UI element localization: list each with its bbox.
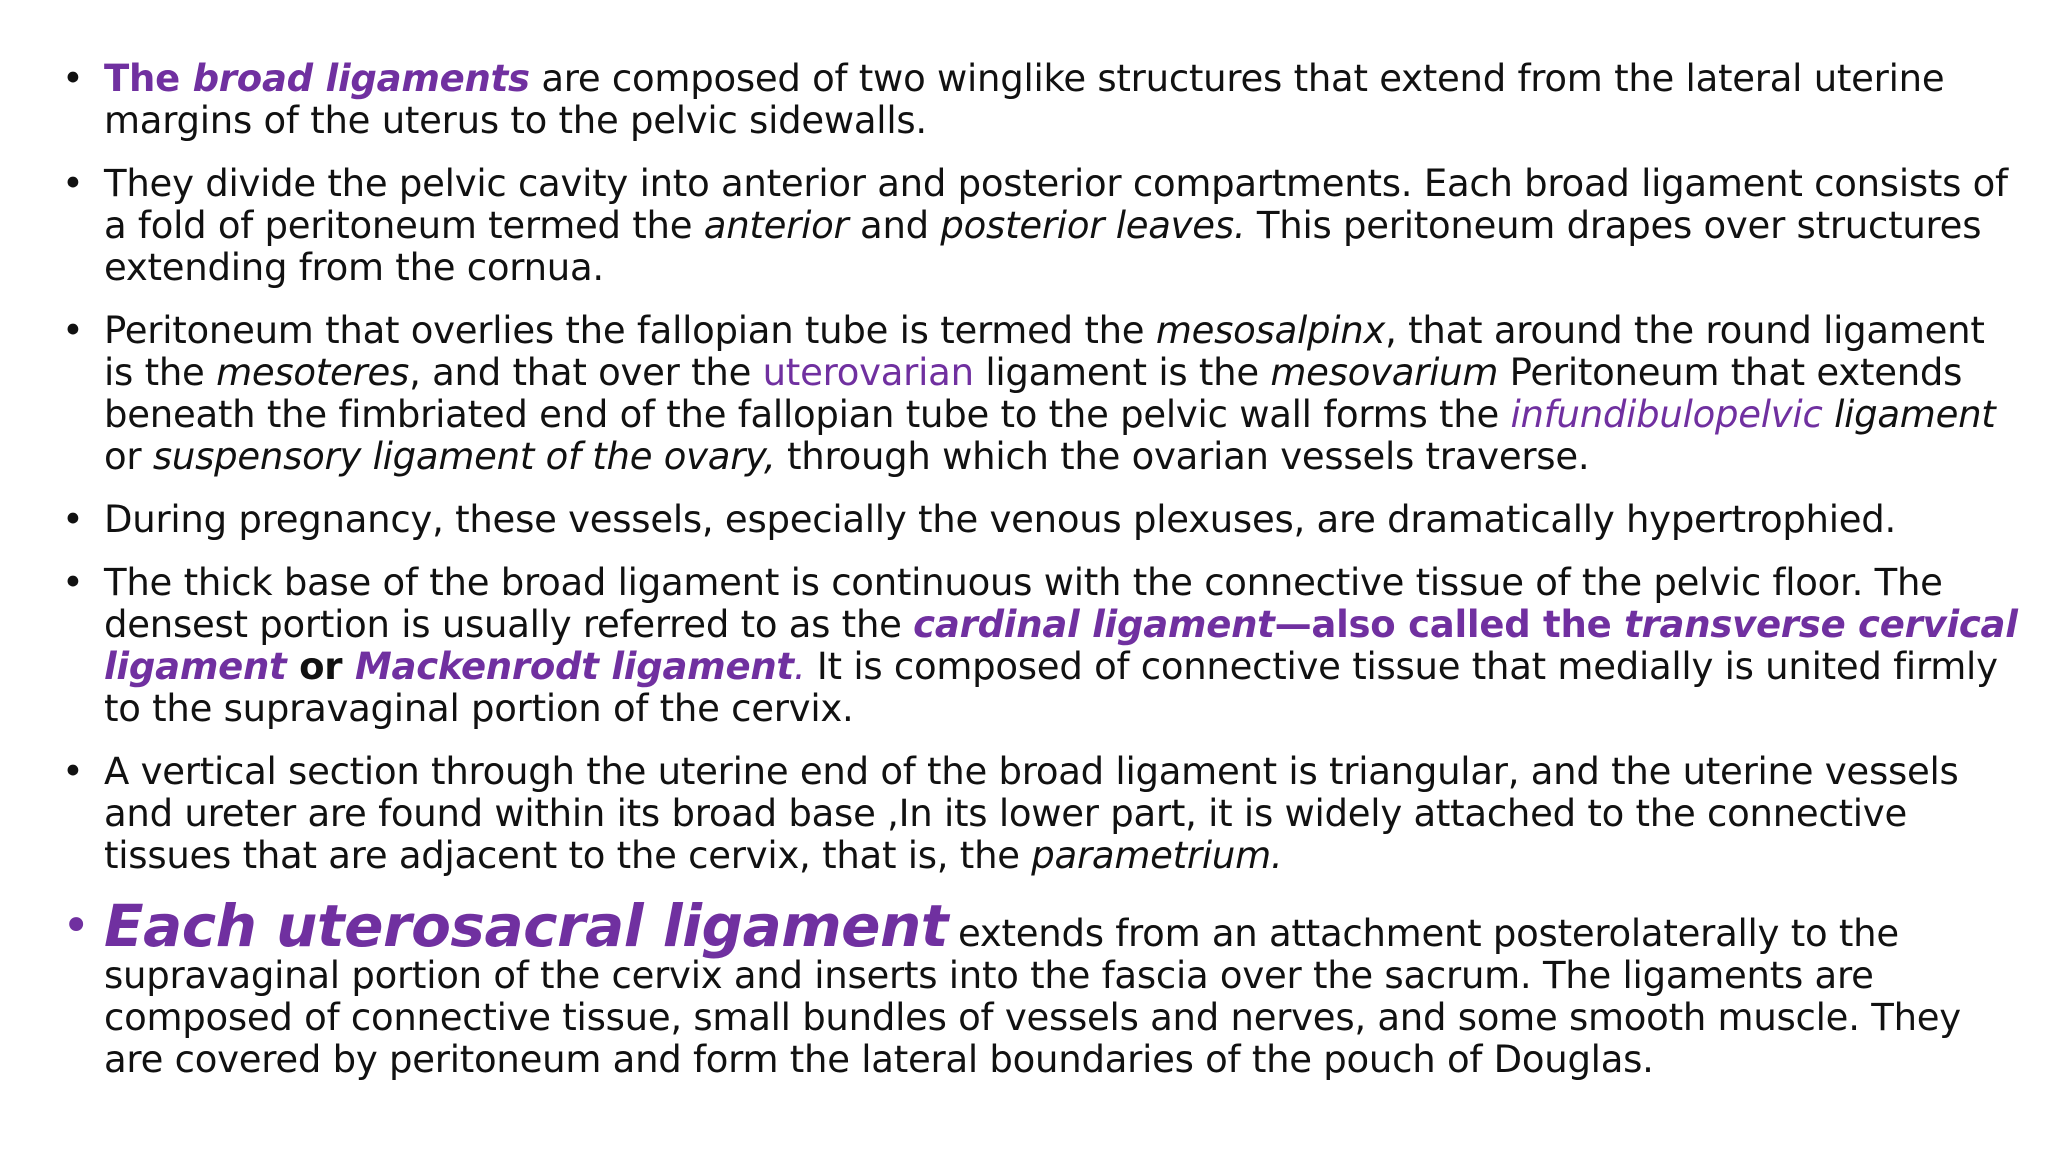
bullet-lead-heading: Each uterosacral ligament — [104, 892, 948, 960]
bullet-item — [62, 58, 2022, 142]
bullet-text-segment: through which the ovarian vessels traverse. — [775, 435, 1590, 478]
bullet-dot-icon: • — [62, 309, 84, 352]
bullet-text-segment: It is composed of connective tissue that medially is united firmly to the supravaginal portion of the cervix. — [104, 645, 1998, 730]
bullet-item — [62, 499, 2022, 541]
bullet-text-segment: mesovarium — [1270, 351, 1499, 394]
bullet-text-segment: mesosalpinx — [1155, 309, 1386, 352]
bullet-text-segment: broad ligaments — [192, 57, 530, 100]
bullet-text-segment: During pregnancy, these vessels, especially the venous plexuses, are dramatically hypertrophied. — [104, 498, 1897, 541]
bullet-text-segment: They divide the pelvic cavity into anterior and posterior compartments. Each broad ligament consists of a fold of peritoneum termed the — [104, 162, 2008, 247]
bullet-text-segment: uterovarian — [762, 351, 974, 394]
bullet-text-segment: Peritoneum that overlies the fallopian tube is termed the — [104, 309, 1156, 352]
bullet-text-segment: ligament — [1822, 393, 1996, 436]
bullet-list — [62, 58, 2022, 1102]
bullet-item — [62, 562, 2022, 730]
bullet-text-segment: , and that over the — [409, 351, 763, 394]
bullet-dot-icon: • — [62, 57, 84, 100]
bullet-text-segment: The thick base of the broad ligament is continuous with the connective tissue of the pelvic floor. The densest portion is usually referred to as the — [104, 561, 1943, 646]
bullet-text-segment: ligament is the — [973, 351, 1271, 394]
bullet-text-segment: suspensory ligament of the ovary, — [152, 435, 776, 478]
bullet-text-segment: The — [104, 57, 193, 100]
bullet-text-segment: infundibulopelvic — [1510, 393, 1823, 436]
bullet-dot-icon: • — [62, 898, 91, 954]
bullet-text-segment: Mackenrodt ligament — [354, 645, 794, 688]
bullet-text-segment: This peritoneum drapes over structures extending from the cornua. — [104, 204, 1982, 289]
bullet-text-segment: extends from an attachment posterolaterally to the supravaginal portion of the cervix and inserts into the fascia over the sacrum. The ligaments are composed of connective tissue, small bundles of vessels and nerves, and some smooth muscle. They are covered by peritoneum and form the lateral boundaries of the pouch of Douglas. — [104, 912, 1961, 1081]
bullet-text-segment: are composed of two winglike structures that extend from the lateral uterine margins of the uterus to the pelvic sidewalls. — [104, 57, 1945, 142]
bullet-text-segment: transverse cervical ligament — [104, 603, 2018, 688]
bullet-dot-icon: • — [62, 162, 84, 205]
bullet-dot-icon: • — [62, 750, 84, 793]
bullet-text-segment: . — [793, 645, 806, 688]
bullet-text-segment: , that around the round ligament is the — [104, 309, 1985, 394]
bullet-item — [62, 310, 2022, 478]
bullet-item — [62, 892, 2022, 1081]
bullet-dot-icon: • — [62, 561, 84, 604]
bullet-text-segment: anterior — [703, 204, 849, 247]
bullet-text-segment: or — [286, 645, 355, 688]
bullet-text-segment: posterior leaves. — [940, 204, 1246, 247]
bullet-text-segment: and — [848, 204, 941, 247]
bullet-item — [62, 163, 2022, 289]
bullet-item — [62, 751, 2022, 877]
bullet-text-segment: cardinal ligament — [913, 603, 1275, 646]
bullet-text-segment: —also called the — [1274, 603, 1625, 646]
bullet-text-segment: mesoteres — [216, 351, 410, 394]
bullet-text-segment: parametrium. — [1031, 834, 1283, 877]
bullet-text-segment: A vertical section through the uterine end of the broad ligament is triangular, and the uterine vessels and ureter are found within its broad base ,In its lower part, it is widely attached to the connective tissues that are adjacent to the cervix, that is, the — [104, 750, 1959, 877]
bullet-text-segment: Peritoneum that extends beneath the fimbriated end of the fallopian tube to the pelvic wall forms the — [104, 351, 1963, 436]
bullet-text-segment: or — [104, 435, 153, 478]
bullet-dot-icon: • — [62, 498, 84, 541]
